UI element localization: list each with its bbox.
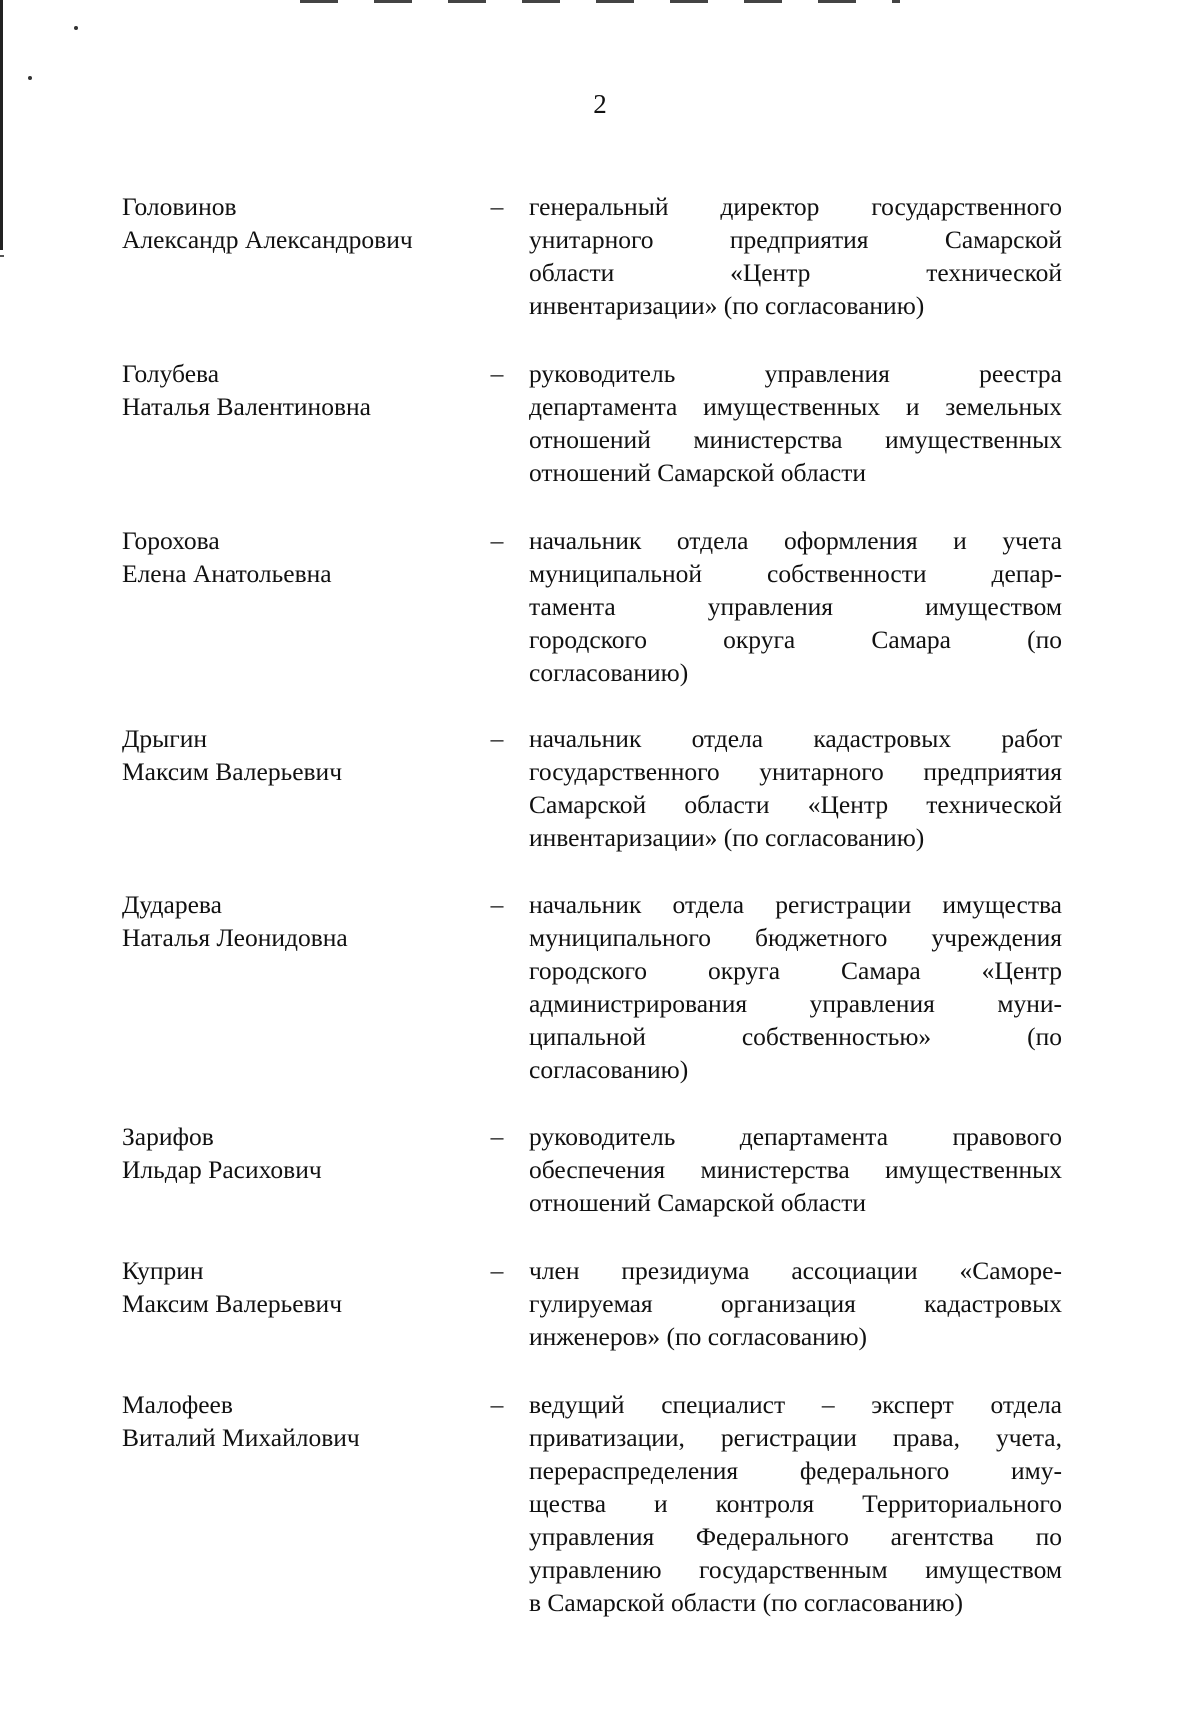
member-given-names: Наталья Леонидовна <box>122 923 348 952</box>
position-line: щества и контроля Территориального <box>529 1489 1062 1518</box>
position-line: Самарской области «Центр технической <box>529 790 1062 819</box>
member-given-names: Наталья Валентиновна <box>122 392 371 421</box>
member-given-names: Ильдар Расихович <box>122 1155 322 1184</box>
member-given-names: Максим Валерьевич <box>122 1289 343 1318</box>
scan-speck <box>28 76 32 80</box>
position-line: ведущий специалист – эксперт отдела <box>529 1390 1062 1419</box>
member-position <box>529 524 1062 689</box>
position-line: член президиума ассоциации «Саморе- <box>529 1256 1062 1285</box>
member-surname: Головинов <box>122 192 237 221</box>
member-name <box>122 722 465 788</box>
position-line: начальник отдела регистрации имущества <box>529 890 1062 919</box>
member-entry <box>122 888 1062 1086</box>
separator-dash: – <box>490 526 504 555</box>
position-line: тамента управления имуществом <box>529 592 1062 621</box>
position-line: руководитель управления реестра <box>529 359 1062 388</box>
position-line: управлению государственным имуществом <box>529 1555 1062 1584</box>
member-position <box>529 888 1062 1086</box>
member-name <box>122 357 465 423</box>
separator-dash: – <box>490 1122 504 1151</box>
position-line: городского округа Самара (по <box>529 625 1062 654</box>
position-line: департамента имущественных и земельных <box>529 392 1062 421</box>
scan-speck <box>74 26 78 30</box>
position-line: городского округа Самара «Центр <box>529 956 1062 985</box>
position-line: управления Федерального агентства по <box>529 1522 1062 1551</box>
position-line: отношений министерства имущественных <box>529 425 1062 454</box>
position-line: муниципального бюджетного учреждения <box>529 923 1062 952</box>
member-name <box>122 888 465 954</box>
position-line: инвентаризации» (по согласованию) <box>529 291 925 320</box>
position-line: согласованию) <box>529 658 689 687</box>
separator-dash: – <box>490 1256 504 1285</box>
position-line: согласованию) <box>529 1055 689 1084</box>
position-line: инженеров» (по согласованию) <box>529 1322 867 1351</box>
position-line: руководитель департамента правового <box>529 1122 1062 1151</box>
member-surname: Дрыгин <box>122 724 208 753</box>
position-line: в Самарской области (по согласованию) <box>529 1588 964 1617</box>
member-given-names: Максим Валерьевич <box>122 757 343 786</box>
position-line: области «Центр технической <box>529 258 1062 287</box>
separator-dash: – <box>490 359 504 388</box>
member-list <box>122 190 1062 1619</box>
member-position <box>529 1254 1062 1353</box>
member-entry <box>122 357 1062 489</box>
member-name <box>122 190 465 256</box>
member-entry <box>122 722 1062 854</box>
member-position <box>529 1120 1062 1219</box>
member-given-names: Виталий Михайлович <box>122 1423 360 1452</box>
scan-edge-tick <box>0 255 4 257</box>
position-line: отношений Самарской области <box>529 1188 867 1217</box>
member-given-names: Елена Анатольевна <box>122 559 332 588</box>
separator-dash: – <box>490 1390 504 1419</box>
position-line: муниципальной собственности депар- <box>529 559 1062 588</box>
member-name <box>122 524 465 590</box>
separator-dash: – <box>490 724 504 753</box>
member-name <box>122 1120 465 1186</box>
member-surname: Горохова <box>122 526 220 555</box>
position-line: ципальной собственностью» (по <box>529 1022 1062 1051</box>
position-line: администрирования управления муни- <box>529 989 1062 1018</box>
member-surname: Дударева <box>122 890 222 919</box>
member-surname: Голубева <box>122 359 220 388</box>
member-entry <box>122 524 1062 689</box>
position-line: перераспределения федерального иму- <box>529 1456 1062 1485</box>
member-surname: Зарифов <box>122 1122 214 1151</box>
position-line: инвентаризации» (по согласованию) <box>529 823 925 852</box>
member-surname: Куприн <box>122 1256 204 1285</box>
member-entry <box>122 1120 1062 1219</box>
position-line: унитарного предприятия Самарской <box>529 225 1062 254</box>
member-position <box>529 190 1062 322</box>
position-line: отношений Самарской области <box>529 458 867 487</box>
member-name <box>122 1254 465 1320</box>
scan-edge-mark <box>0 0 3 250</box>
page-number: 2 <box>593 89 607 119</box>
position-line: приватизации, регистрации права, учета, <box>529 1423 1062 1452</box>
member-surname: Малофеев <box>122 1390 233 1419</box>
separator-dash: – <box>490 890 504 919</box>
member-name <box>122 1388 465 1454</box>
member-position <box>529 722 1062 854</box>
member-position <box>529 357 1062 489</box>
position-line: государственного унитарного предприятия <box>529 757 1062 786</box>
scan-top-marks <box>300 0 900 3</box>
position-line: начальник отдела кадастровых работ <box>529 724 1062 753</box>
position-line: гулируемая организация кадастровых <box>529 1289 1062 1318</box>
position-line: генеральный директор государственного <box>529 192 1062 221</box>
member-entry <box>122 1388 1062 1619</box>
position-line: начальник отдела оформления и учета <box>529 526 1062 555</box>
member-entry <box>122 190 1062 322</box>
member-given-names: Александр Александрович <box>122 225 413 254</box>
member-entry <box>122 1254 1062 1353</box>
position-line: обеспечения министерства имущественных <box>529 1155 1062 1184</box>
member-position <box>529 1388 1062 1619</box>
separator-dash: – <box>490 192 504 221</box>
